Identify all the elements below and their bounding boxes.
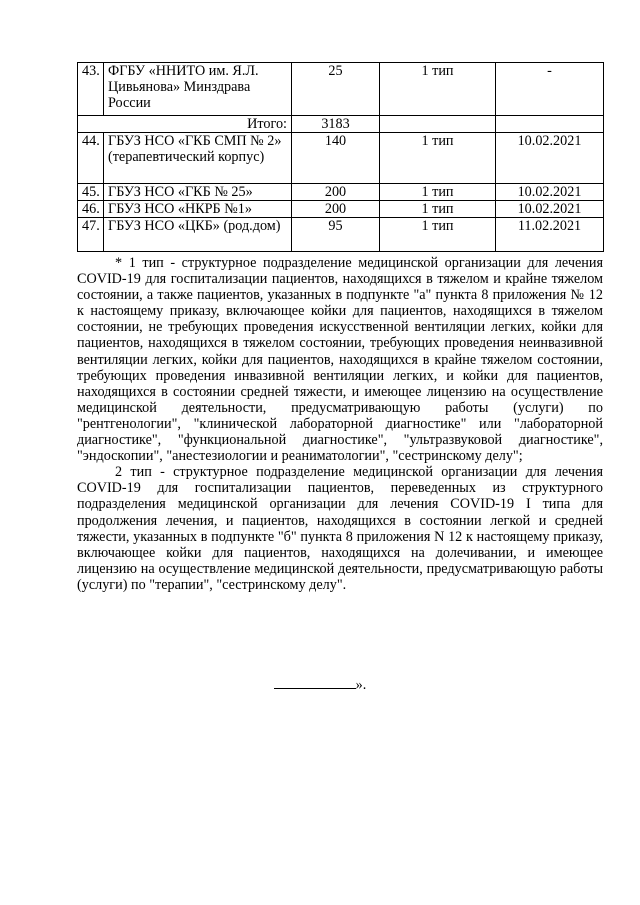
date-cell: 10.02.2021: [496, 133, 604, 184]
bed-count: 95: [292, 218, 380, 252]
date-cell: -: [496, 63, 604, 116]
institutions-table: [77, 62, 604, 252]
table-row: [78, 184, 604, 201]
table-row: [78, 201, 604, 218]
unit-type: 1 тип: [380, 218, 496, 252]
table-row: [78, 63, 604, 116]
bed-count: 25: [292, 63, 380, 116]
row-number: 44.: [78, 133, 104, 184]
table-row: [78, 218, 604, 252]
institution-name: ФГБУ «ННИТО им. Я.Л. Цивьянова» Минздрава России: [104, 63, 292, 116]
unit-type: 1 тип: [380, 201, 496, 218]
footnotes: [77, 255, 603, 593]
empty-cell: [496, 116, 604, 133]
date-cell: 10.02.2021: [496, 201, 604, 218]
date-cell: 11.02.2021: [496, 218, 604, 252]
date-cell: 10.02.2021: [496, 184, 604, 201]
bed-count: 200: [292, 201, 380, 218]
institution-name: ГБУЗ НСО «ГКБ СМП № 2» (терапевтический корпус): [104, 133, 292, 184]
footnote-type-1: * 1 тип - структурное подразделение медицинской организации для лечения COVID-19 для госпитализации пациентов, находящихся в тяжелом и крайне тяжелом состоянии, а также пациентов, указанных в подпункте "а" пункта 8 приложения № 12 к настоящему приказу, включающее койки для пациентов, находящихся в тяжелом состоянии, не требующих проведения искусственной вентиляции легких, койки для пациентов, находящихся в тяжелом состоянии, требующих проведения неинвазивной вентиляции легких, койки для пациентов, находящихся в крайне тяжелом состоянии, требующих проведения инвазивной вентиляции легких, и койки для пациентов, находящихся в состоянии средней тяжести, и имеющее лицензию на осуществление медицинской деятельности, предусматривающую работы (услуги) по "рентгенологии", "клинической лабораторной диагностике" или "лабораторной диагностике", "функциональной диагностике", "ультразвуковой диагностике", "эндоскопии", "анестезиологии и реаниматологии", "сестринскому делу";: [77, 255, 603, 465]
footnote-type-2: 2 тип - структурное подразделение медицинской организации для лечения COVID-19 для госпитализации пациентов, переведенных из структурного подразделения медицинской организации для лечения COVID-19 I типа для продолжения лечения, и пациентов, находящихся в состоянии легкой и средней тяжести, указанных в подпункте "б" пункта 8 приложения N 12 к настоящему приказу, включающее койки для пациентов, находящихся на долечивании, и имеющее лицензию на осуществление медицинской деятельности, предусматривающую работы (услуги) по "терапии", "сестринскому делу".: [77, 464, 603, 593]
row-number: 43.: [78, 63, 104, 116]
table-row: [78, 133, 604, 184]
unit-type: 1 тип: [380, 63, 496, 116]
signature-underline: [274, 677, 356, 689]
closing-line: [0, 677, 640, 693]
total-label: Итого:: [78, 116, 292, 133]
unit-type: 1 тип: [380, 133, 496, 184]
closing-mark: ».: [355, 677, 367, 693]
total-row: [78, 116, 604, 133]
empty-cell: [380, 116, 496, 133]
institution-name: ГБУЗ НСО «НКРБ №1»: [104, 201, 292, 218]
row-number: 47.: [78, 218, 104, 252]
row-number: 45.: [78, 184, 104, 201]
institution-name: ГБУЗ НСО «ЦКБ» (род.дом): [104, 218, 292, 252]
unit-type: 1 тип: [380, 184, 496, 201]
row-number: 46.: [78, 201, 104, 218]
bed-count: 140: [292, 133, 380, 184]
institution-name: ГБУЗ НСО «ГКБ № 25»: [104, 184, 292, 201]
bed-count: 200: [292, 184, 380, 201]
total-value: 3183: [292, 116, 380, 133]
